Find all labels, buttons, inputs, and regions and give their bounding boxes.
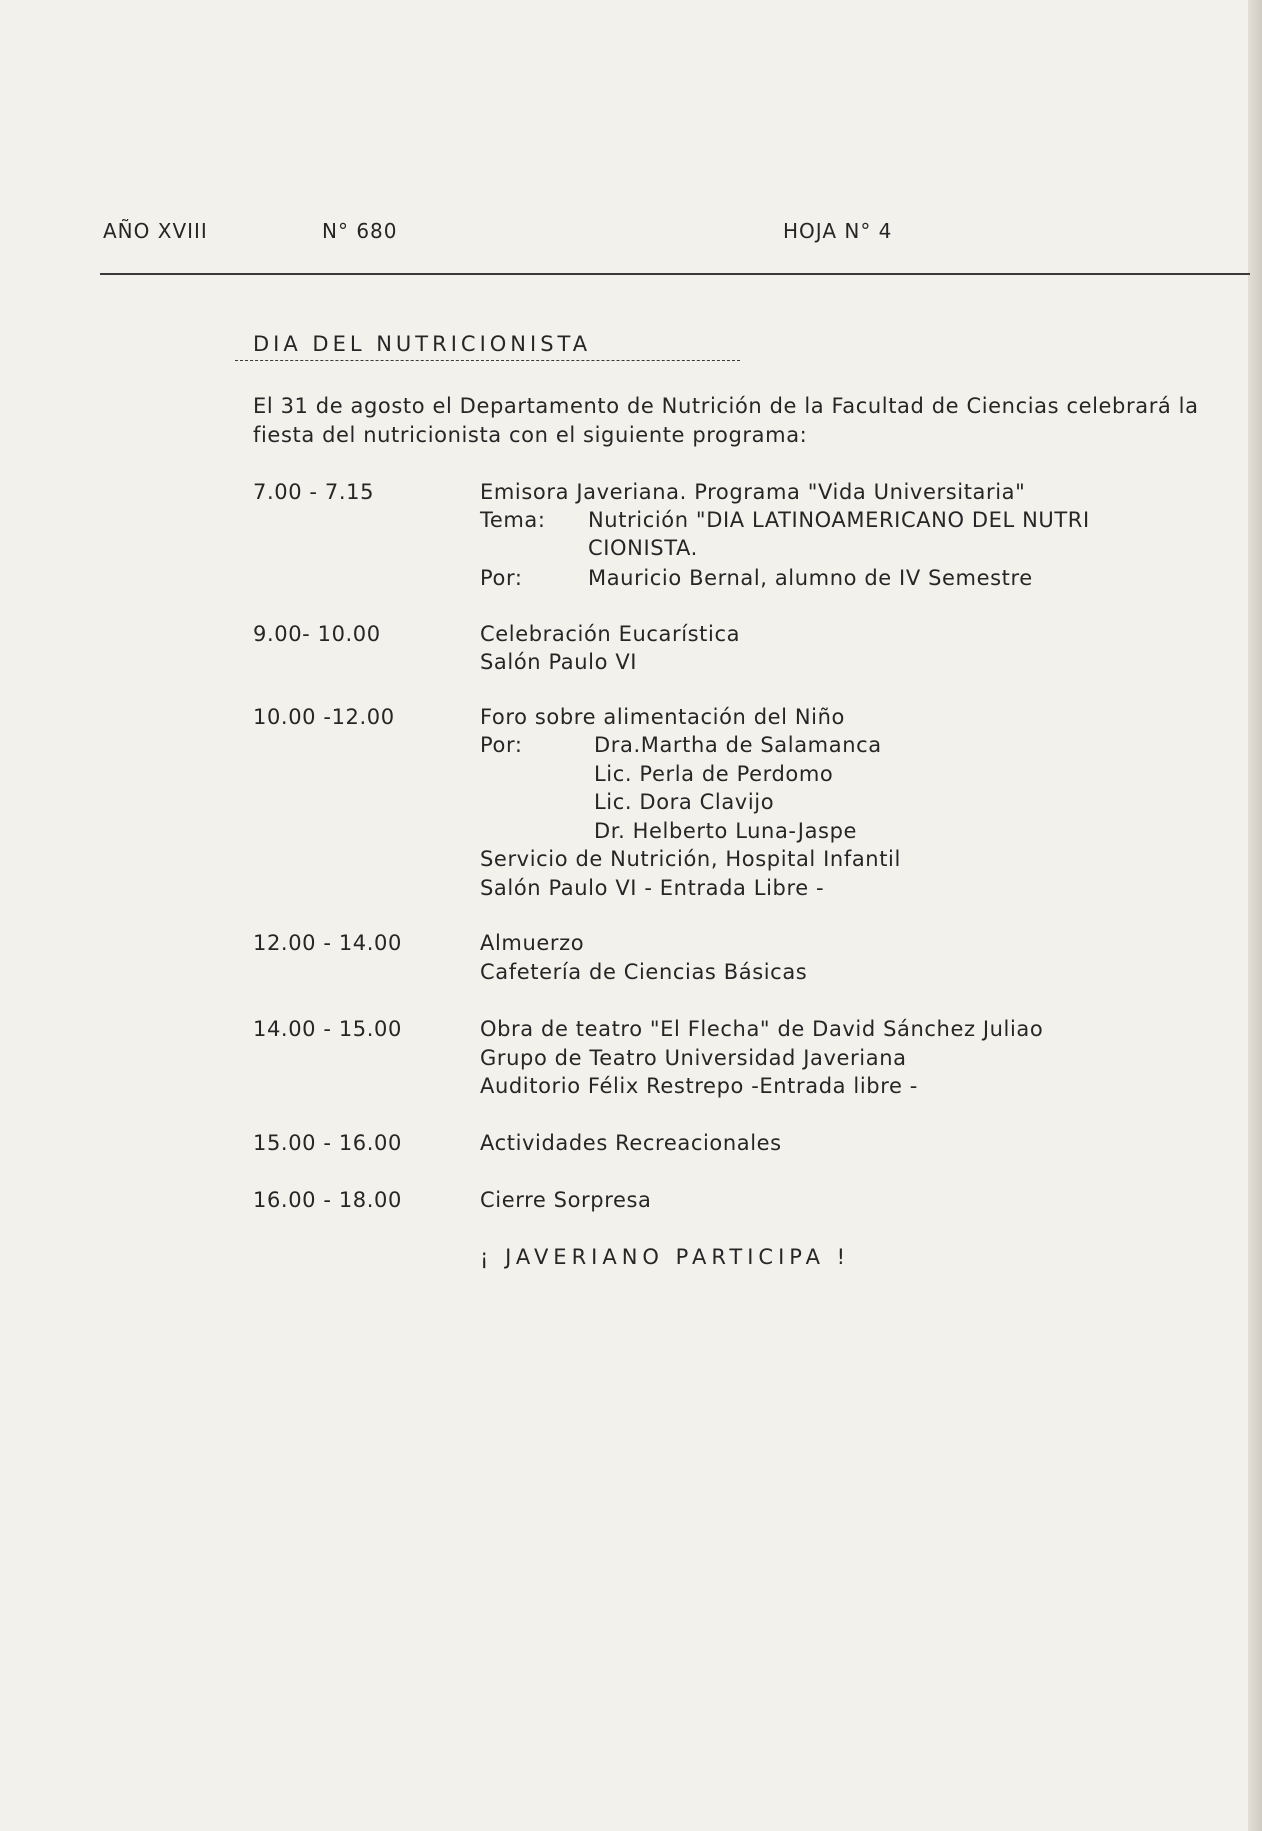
schedule-detail: Servicio de Nutrición, Hospital Infantil <box>480 847 901 871</box>
schedule-event: Foro sobre alimentación del Niño <box>480 705 845 729</box>
schedule-detail: Dr. Helberto Luna-Jaspe <box>594 819 858 843</box>
closing-slogan: ¡ JAVERIANO PARTICIPA ! <box>480 1245 851 1269</box>
schedule-time: 16.00 - 18.00 <box>253 1188 402 1212</box>
schedule-detail: Cafetería de Ciencias Básicas <box>480 960 808 984</box>
schedule-time: 7.00 - 7.15 <box>253 480 375 504</box>
title-underline <box>235 360 740 361</box>
page-edge <box>1248 0 1262 1831</box>
intro-paragraph: El 31 de agosto el Departamento de Nutrición de la Facultad de Ciencias celebrará la fiesta del nutricionista con el siguiente programa: <box>253 394 1199 447</box>
schedule-detail: Salón Paulo VI <box>480 650 638 674</box>
schedule-detail: Auditorio Félix Restrepo -Entrada libre - <box>480 1074 918 1098</box>
schedule-detail: CIONISTA. <box>588 536 698 560</box>
schedule-detail: Salón Paulo VI - Entrada Libre - <box>480 876 825 900</box>
header-number: N° 680 <box>322 219 398 243</box>
schedule-detail: Mauricio Bernal, alumno de IV Semestre <box>588 566 1033 590</box>
schedule-time: 9.00- 10.00 <box>253 622 381 646</box>
schedule-time: 14.00 - 15.00 <box>253 1017 402 1041</box>
schedule-event: Celebración Eucarística <box>480 622 741 646</box>
header-rule <box>100 273 1250 275</box>
schedule-event: Emisora Javeriana. Programa "Vida Universitaria" <box>480 480 1026 504</box>
schedule-detail: Dra.Martha de Salamanca <box>594 733 882 757</box>
schedule-detail: Lic. Dora Clavijo <box>594 790 775 814</box>
header-year: AÑO XVIII <box>103 219 208 243</box>
schedule-label: Por: <box>480 733 523 757</box>
schedule-detail: Lic. Perla de Perdomo <box>594 762 834 786</box>
schedule-event: Obra de teatro "El Flecha" de David Sánchez Juliao <box>480 1017 1044 1041</box>
schedule-detail: Nutrición "DIA LATINOAMERICANO DEL NUTRI <box>588 508 1090 532</box>
schedule-label: Por: <box>480 566 523 590</box>
schedule-detail: Grupo de Teatro Universidad Javeriana <box>480 1046 907 1070</box>
schedule-time: 10.00 -12.00 <box>253 705 395 729</box>
header-page: HOJA N° 4 <box>783 219 893 243</box>
schedule-time: 12.00 - 14.00 <box>253 931 402 955</box>
schedule-time: 15.00 - 16.00 <box>253 1131 402 1155</box>
schedule-label: Tema: <box>480 508 546 532</box>
schedule-event: Almuerzo <box>480 931 585 955</box>
page-title: DIA DEL NUTRICIONISTA <box>253 332 592 356</box>
schedule-event: Actividades Recreacionales <box>480 1131 782 1155</box>
schedule-event: Cierre Sorpresa <box>480 1188 652 1212</box>
